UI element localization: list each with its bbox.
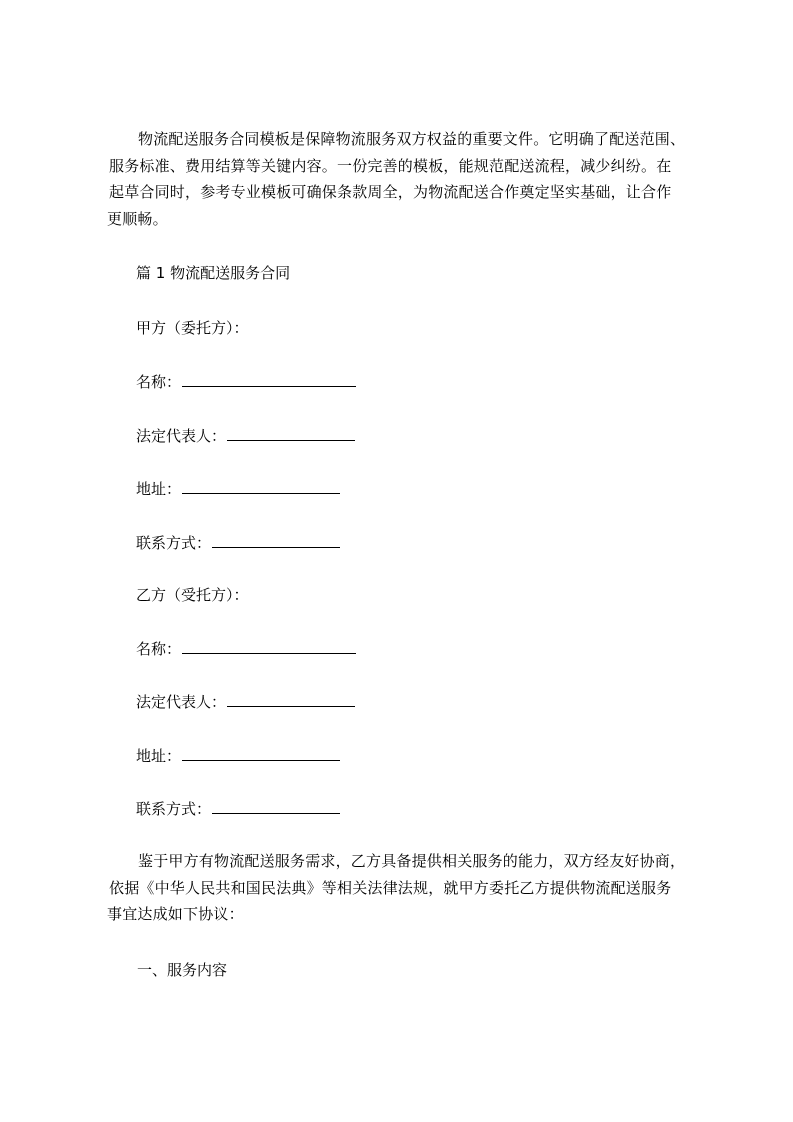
party-b-heading: 乙方（受托方）： [136,586,249,604]
party-b-contact-blank [212,799,340,814]
party-a-rep-blank [227,426,355,441]
intro-line: 服务标准、费用结算等关键内容。一份完善的模板，能规范配送流程，减少纠纷。在 [109,156,672,175]
party-a-name-row [136,372,356,392]
intro-line: 更顺畅。 [107,209,168,228]
section-1-title: 一、服务内容 [137,961,228,979]
party-a-rep-label: 法定代表人： [136,427,227,445]
party-a-contact-row [136,533,340,553]
party-b-address-label: 地址： [136,747,182,765]
party-b-address-blank [182,746,340,761]
party-a-contact-blank [212,533,340,548]
party-a-address-blank [182,479,340,494]
agreement-line: 鉴于甲方有物流配送服务需求，乙方具备提供相关服务的能力，双方经友好协商， [138,852,686,870]
intro-line: 物流配送服务合同模板是保障物流服务双方权益的重要文件。它明确了配送范围、 [138,130,686,148]
intro-paragraph [107,126,705,232]
party-a-heading: 甲方（委托方）： [136,319,249,337]
party-b-address-row [136,746,340,766]
party-a-name-label: 名称： [136,373,182,391]
party-b-rep-label: 法定代表人： [136,693,227,711]
party-a-name-blank [182,372,356,387]
party-b-name-row [136,639,356,659]
agreement-paragraph [107,848,705,928]
party-b-rep-row [136,692,355,712]
party-a-address-label: 地址： [136,480,182,498]
agreement-line: 依据《中华人民共和国民法典》等相关法律法规，就甲方委托乙方提供物流配送服务 [109,878,672,897]
intro-line: 起草合同时，参考专业模板可确保条款周全，为物流配送合作奠定坚实基础，让合作 [109,183,672,201]
party-b-contact-row [136,799,340,819]
agreement-line: 事宜达成如下协议： [107,905,244,923]
party-a-contact-label: 联系方式： [136,534,212,552]
party-b-rep-blank [227,692,355,707]
party-a-rep-row [136,426,355,446]
party-a-address-row [136,479,340,499]
party-b-name-blank [182,639,356,654]
party-b-contact-label: 联系方式： [136,800,212,818]
article-title: 篇 1 物流配送服务合同 [136,264,291,282]
party-b-name-label: 名称： [136,640,182,658]
